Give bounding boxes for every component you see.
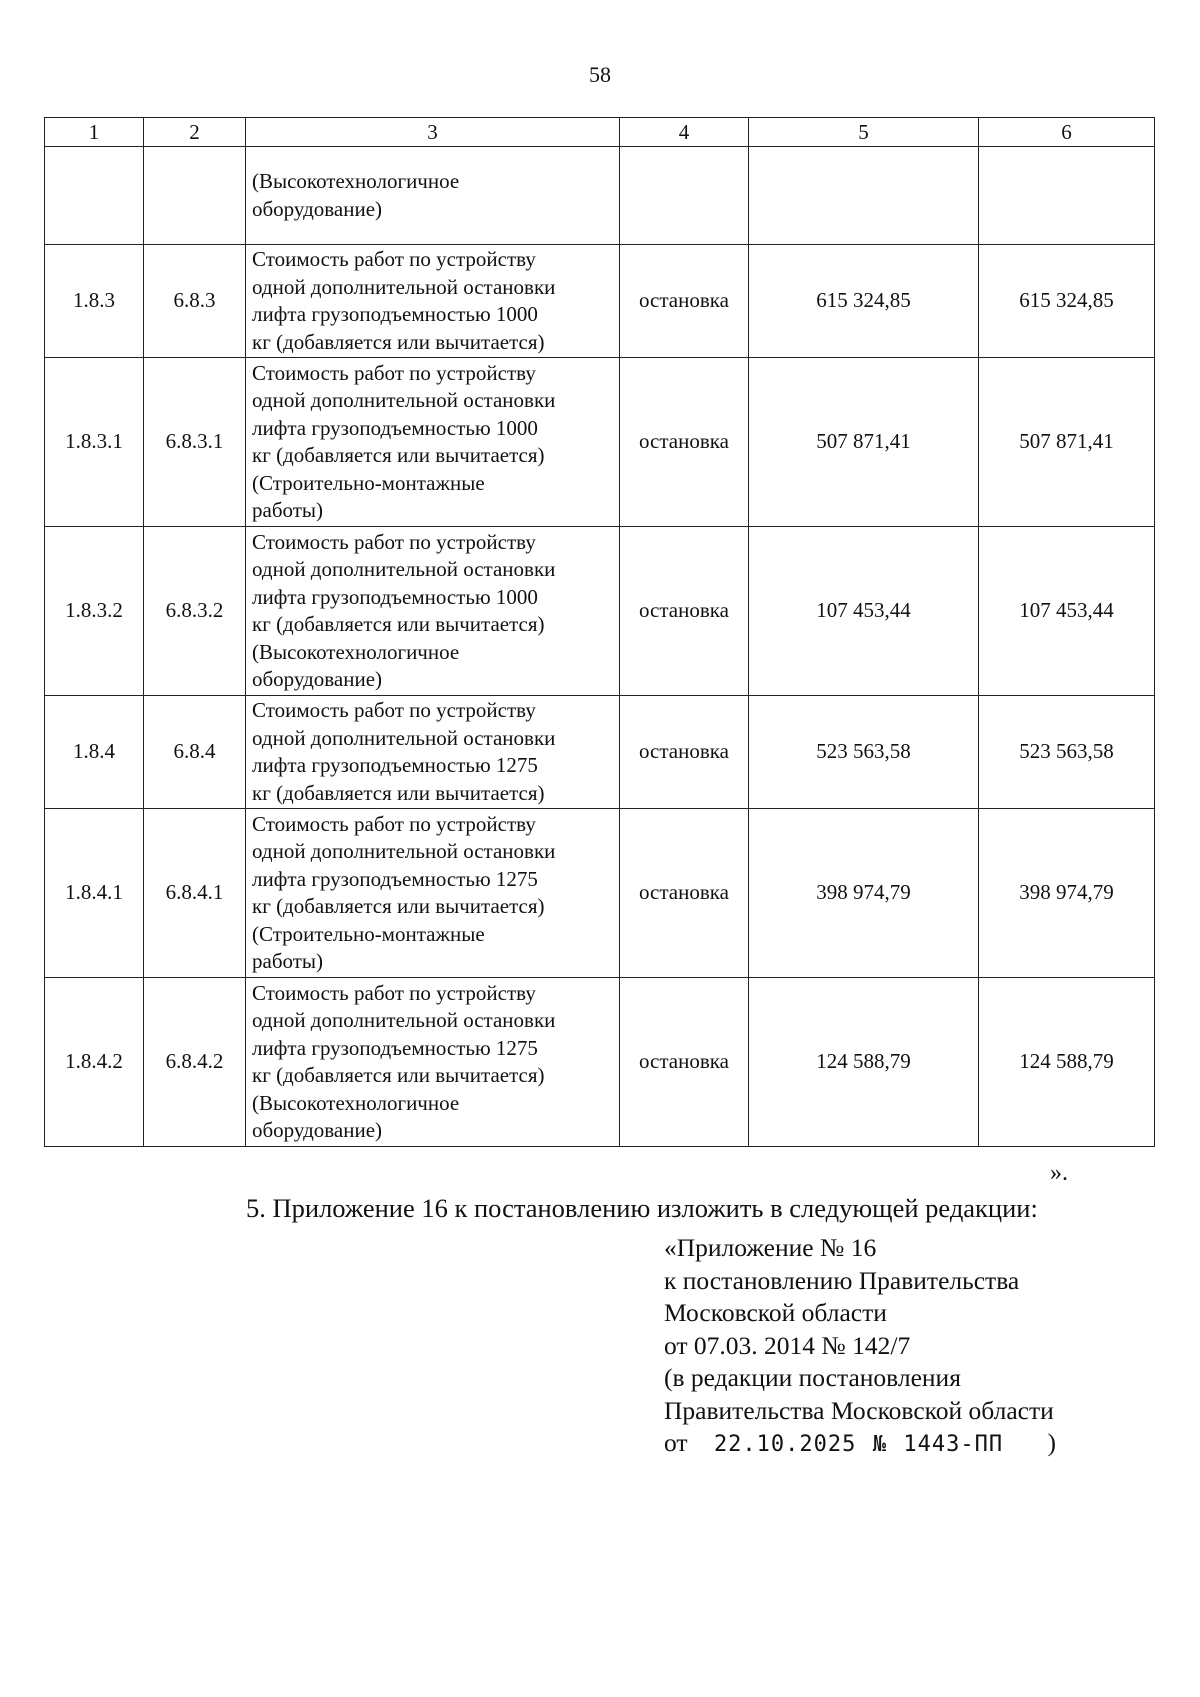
page-number: 58 [589, 62, 611, 87]
description-line: Стоимость работ по устройству [252, 529, 536, 554]
description-line: Стоимость работ по устройству [252, 698, 536, 722]
item-number: 1.8.3 [45, 245, 144, 358]
column-header: 5 [749, 118, 979, 147]
description-line: Стоимость работ по устройству [252, 811, 536, 836]
price-value: 523 563,58 [749, 696, 979, 809]
description-line: кг (добавляется или вычитается) [252, 612, 545, 636]
closing-quote: ». [1050, 1160, 1068, 1186]
description-line: Стоимость работ по устройству [252, 980, 536, 1005]
table-row [45, 245, 1155, 358]
price-value: 107 453,44 [979, 527, 1155, 696]
description-line: кг (добавляется или вычитается) [252, 780, 545, 805]
description-line: одной дополнительной остановки [252, 557, 556, 581]
description [246, 696, 620, 809]
price-value: 124 588,79 [749, 978, 979, 1147]
table-row [45, 696, 1155, 809]
appendix-decree-line [664, 1427, 1056, 1462]
description-line: лифта грузоподъемностью 1000 [252, 415, 538, 440]
code: 6.8.3.2 [144, 527, 246, 696]
description-line: лифта грузоподъемностью 1000 [252, 584, 538, 609]
description-line: кг (добавляется или вычитается) [252, 1063, 545, 1087]
item-number: 1.8.4.2 [45, 978, 144, 1147]
table-row [45, 527, 1155, 696]
table-header-row [45, 118, 1155, 147]
table-row [45, 978, 1155, 1147]
description-line: лифта грузоподъемностью 1275 [252, 866, 538, 891]
item-number: 1.8.3.2 [45, 527, 144, 696]
code: 6.8.4 [144, 696, 246, 809]
price-value: 507 871,41 [749, 358, 979, 527]
column-header: 3 [246, 118, 620, 147]
description [246, 147, 620, 245]
description-line: одной дополнительной остановки [252, 274, 556, 299]
price-value: 615 324,85 [749, 245, 979, 358]
description-line: лифта грузоподъемностью 1275 [252, 753, 538, 777]
price-value: 507 871,41 [979, 358, 1155, 527]
description-line: кг (добавляется или вычитается) [252, 443, 545, 467]
description [246, 978, 620, 1147]
decree-prefix: от [664, 1428, 688, 1457]
item-number: 1.8.3.1 [45, 358, 144, 527]
description-line: лифта грузоподъемностью 1275 [252, 1035, 538, 1060]
item-number: 1.8.4 [45, 696, 144, 809]
column-header: 2 [144, 118, 246, 147]
appendix-line: «Приложение № 16 [664, 1233, 877, 1262]
description-line: (Высокотехнологичное [252, 169, 460, 193]
description-line: оборудование) [252, 667, 383, 691]
unit [620, 147, 749, 245]
code: 6.8.4.1 [144, 809, 246, 978]
item-number: 1.8.4.1 [45, 809, 144, 978]
appendix-line: (в редакции постановления [664, 1363, 961, 1392]
description [246, 809, 620, 978]
column-header: 6 [979, 118, 1155, 147]
price-value: 615 324,85 [979, 245, 1155, 358]
description-line: Стоимость работ по устройству [252, 360, 536, 385]
unit: остановка [620, 696, 749, 809]
column-header: 4 [620, 118, 749, 147]
description [246, 245, 620, 358]
decree-date: 22.10.2025 [713, 1432, 857, 1457]
item-number [45, 147, 144, 245]
code: 6.8.3 [144, 245, 246, 358]
description-line: (Высокотехнологичное [252, 639, 460, 664]
description-line: одной дополнительной остановки [252, 725, 556, 750]
appendix-line: от 07.03. 2014 № 142/7 [664, 1330, 911, 1360]
description-line: лифта грузоподъемностью 1000 [252, 302, 538, 326]
description [246, 527, 620, 696]
unit: остановка [620, 978, 749, 1147]
decree-number-sign: № [872, 1432, 888, 1457]
description-line: кг (добавляется или вычитается) [252, 329, 545, 354]
column-header: 1 [45, 118, 144, 147]
appendix-header-block [664, 1232, 1056, 1462]
description-line: (Строительно-монтажные [252, 470, 485, 495]
description [246, 358, 620, 527]
description-line: (Высокотехнологичное [252, 1090, 460, 1115]
description-line: оборудование) [252, 1118, 383, 1142]
price-value: 124 588,79 [979, 978, 1155, 1147]
description-line: работы) [252, 949, 324, 973]
unit: остановка [620, 809, 749, 978]
decree-closing-paren: ) [1047, 1428, 1056, 1457]
description-line: одной дополнительной остановки [252, 1008, 556, 1032]
description-line: Стоимость работ по устройству [252, 247, 536, 271]
description-line: одной дополнительной остановки [252, 388, 556, 412]
price-value [749, 147, 979, 245]
description-line: кг (добавляется или вычитается) [252, 894, 545, 918]
appendix-line: Московской области [664, 1298, 887, 1327]
appendix-line: к постановлению Правительства [664, 1265, 1020, 1295]
description-line: одной дополнительной остановки [252, 839, 556, 863]
price-value: 107 453,44 [749, 527, 979, 696]
unit: остановка [620, 527, 749, 696]
unit: остановка [620, 245, 749, 358]
unit: остановка [620, 358, 749, 527]
code: 6.8.4.2 [144, 978, 246, 1147]
table-row [45, 809, 1155, 978]
price-value: 398 974,79 [749, 809, 979, 978]
table-row [45, 147, 1155, 245]
table-row [45, 358, 1155, 527]
price-value: 523 563,58 [979, 696, 1155, 809]
description-line: оборудование) [252, 196, 383, 221]
item-5-paragraph: 5. Приложение 16 к постановлению изложить в следующей редакции: [246, 1193, 1038, 1223]
price-value [979, 147, 1155, 245]
code [144, 147, 246, 245]
price-table [44, 117, 1155, 1147]
description-line: (Строительно-монтажные [252, 921, 485, 946]
price-value: 398 974,79 [979, 809, 1155, 978]
decree-number: 1443-ПП [903, 1432, 1004, 1457]
appendix-line: Правительства Московской области [664, 1395, 1054, 1425]
code: 6.8.3.1 [144, 358, 246, 527]
description-line: работы) [252, 498, 324, 522]
